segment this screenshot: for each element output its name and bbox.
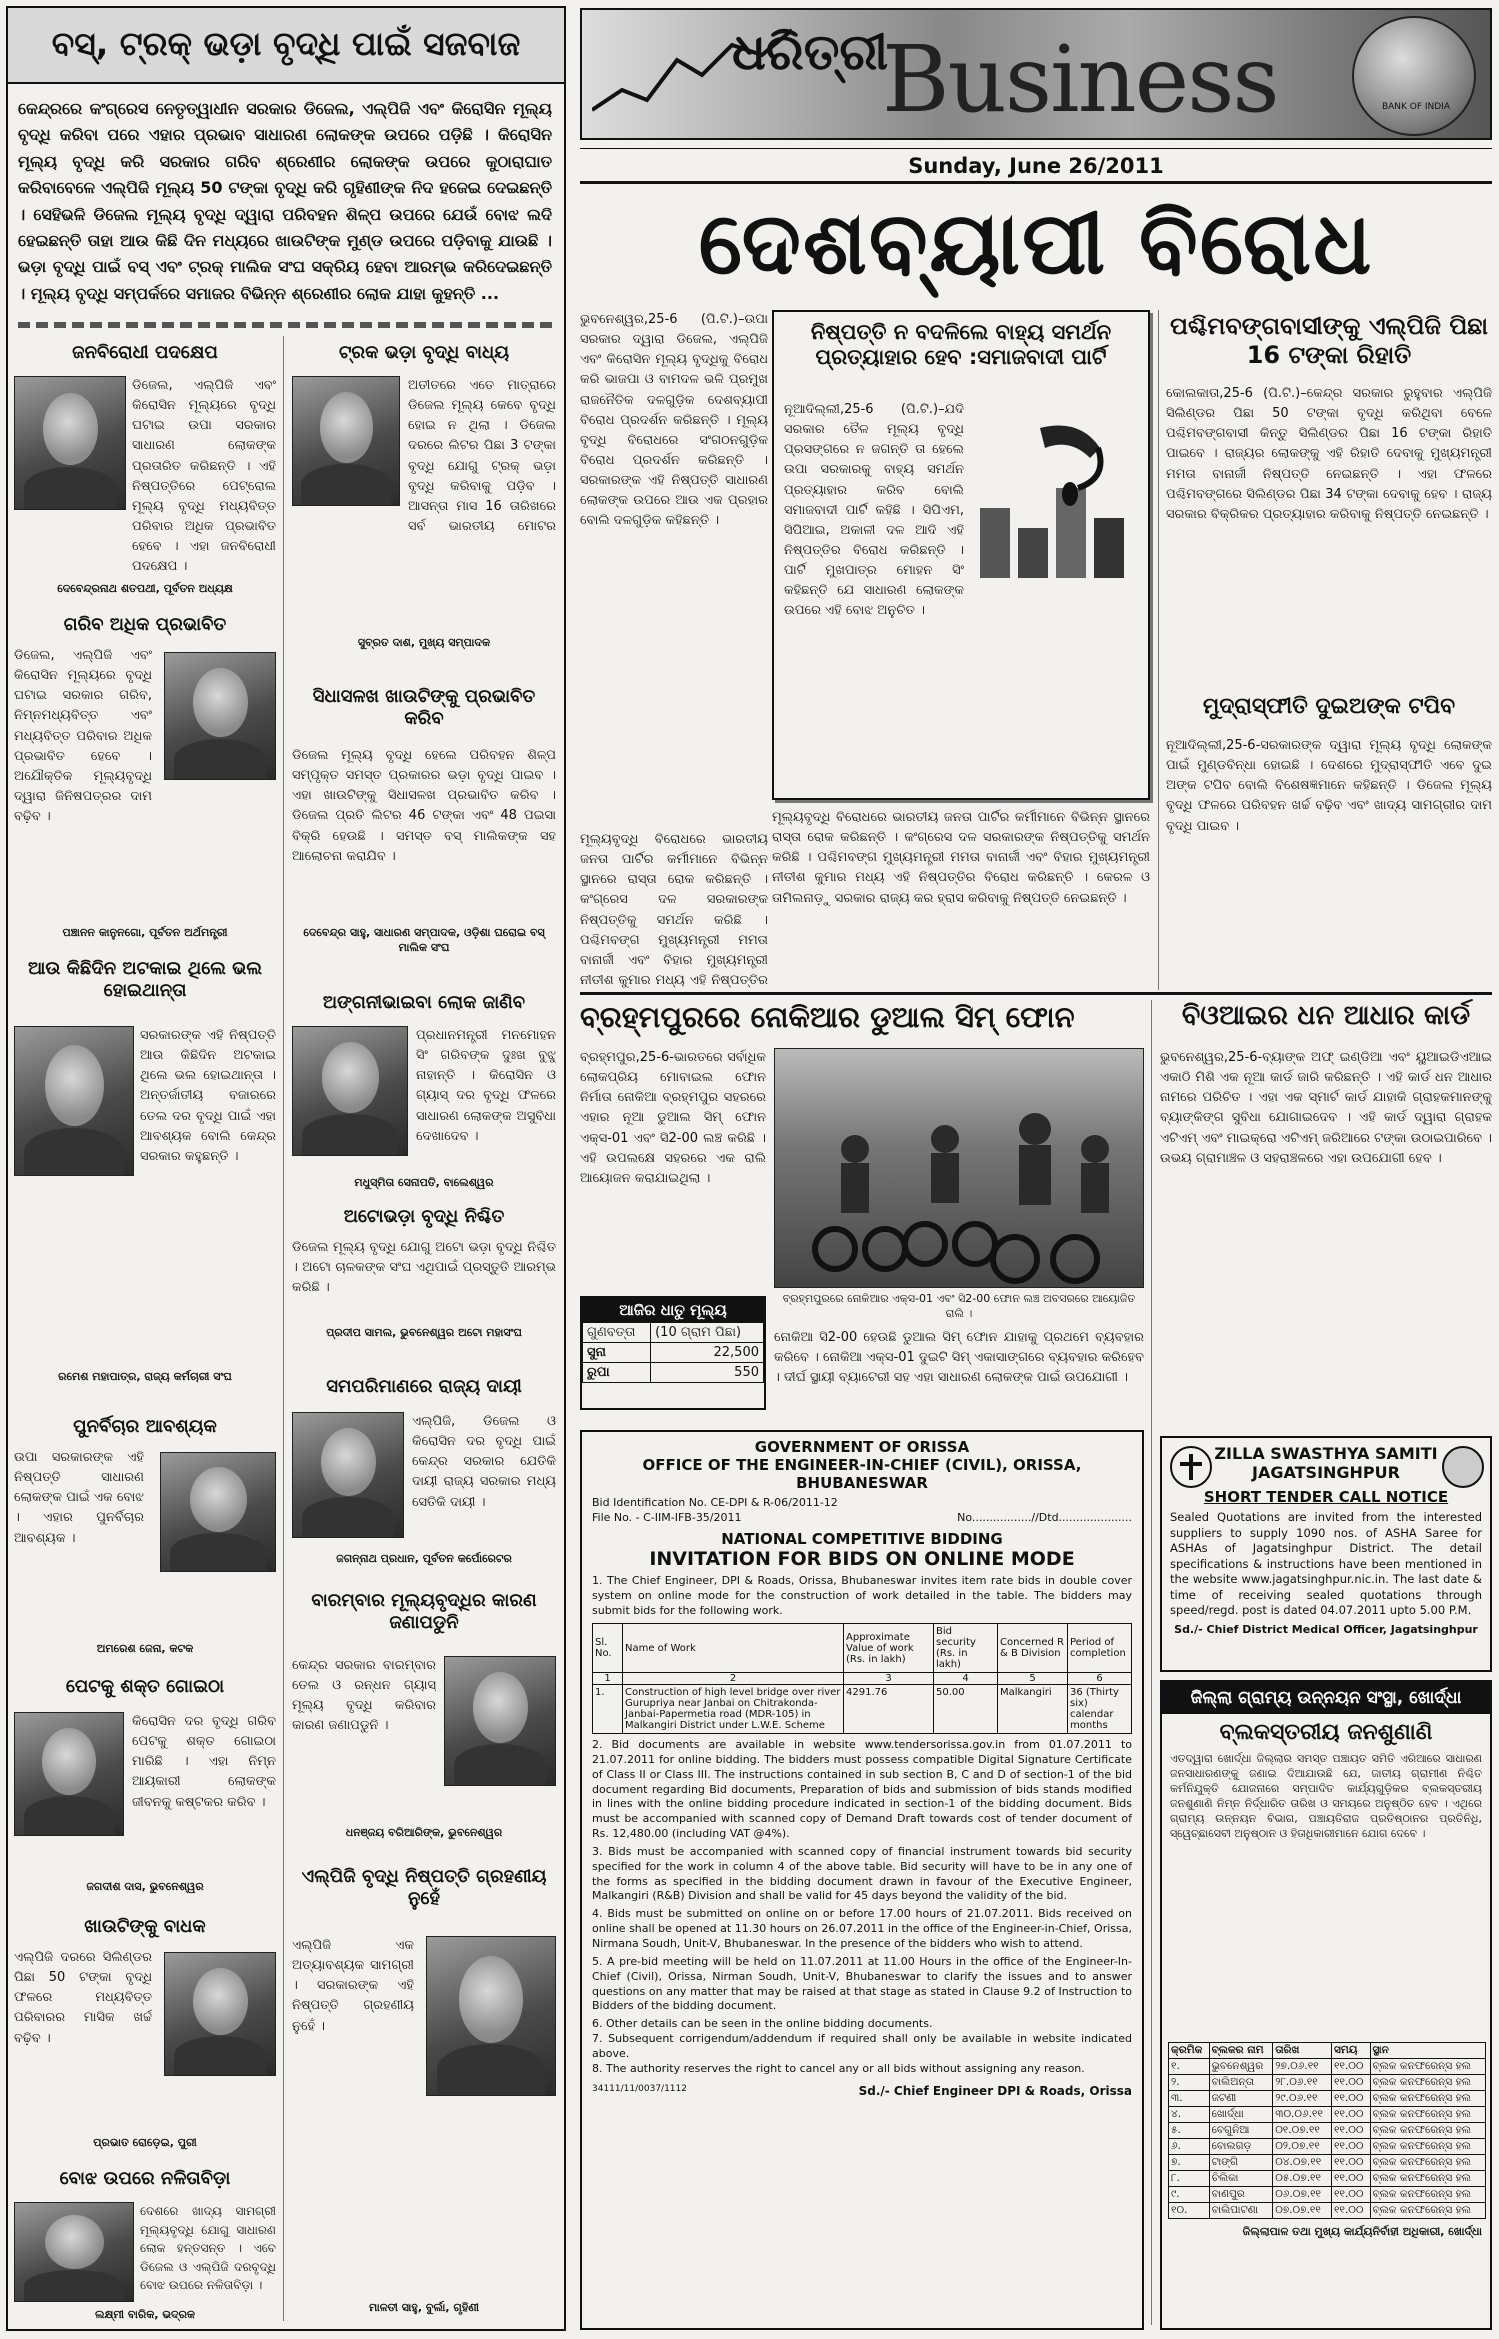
table-row: [1169, 2139, 1486, 2155]
person-photo: [14, 1026, 134, 1176]
person-photo: [292, 376, 400, 506]
table-cell: ଚିଲିକା: [1209, 2171, 1273, 2187]
tender-no-line: No.................//Dtd.....................: [957, 1510, 1132, 1524]
opinion-body: ଅତୀତରେ ଏତେ ମାତ୍ରାରେ ଡିଜେଲ ମୂଲ୍ୟ କେବେ ବୃଦ୍ଧି ହୋଇ ନ ଥିଲା । ଡିଜେଲ ଦରରେ ଲିଟର ପିଛା 3 ଟଙ୍କା ବୃଦ୍ଧି ଯୋଗୁ ଟ୍ରକ୍ ଭଡ଼ା ବୃଦ୍ଧି କରିବାକୁ ପଡ଼ିବ । ଆସନ୍ତା ମାସ 16 ତାରିଖରେ ସର୍ବ ଭାରତୀୟ ମୋଟର: [408, 378, 556, 534]
table-cell: ଟାଙ୍ଗି: [1209, 2155, 1273, 2171]
th-num: 6: [1068, 1673, 1132, 1685]
table-row: [1169, 2091, 1486, 2107]
column-rule: [1158, 310, 1159, 990]
table-cell: ବୋଲଗଡ଼: [1209, 2139, 1273, 2155]
person-photo: [164, 652, 276, 780]
table-cell: ବ୍ଲକ କନଫରେନ୍ସ ହଲ: [1370, 2091, 1486, 2107]
table-cell: ୧.: [1169, 2059, 1210, 2075]
opinion-sign: ମାଳତୀ ସାହୁ, ବୁର୍ଲା, ଗୃହିଣୀ: [368, 2301, 479, 2314]
opinion-head: ଆଉ କିଛିଦିନ ଅଟକାଇ ଥିଲେ ଭଲ ହୋଇଥାନ୍ତା: [27, 958, 262, 1001]
zilla-title: ZILLA SWASTHYA SAMITI: [1214, 1444, 1438, 1463]
opinion-body: ଡିଜେଲ ମୂଲ୍ୟ ବୃଦ୍ଧି ହେଲେ ପରିବହନ ଶିଳ୍ପ ସମ୍ପୃକ୍ତ ସମସ୍ତ ପ୍ରକାରର ଭଡ଼ା ବୃଦ୍ଧି ପାଇବ । ଏହା ଖାଉଟିଙ୍କୁ ସିଧାସଳଖ ପ୍ରଭାବିତ କରିବ । ଡିଜେଲ ପ୍ରତି ଲିଟର 46 ଟଙ୍କା ଏବଂ 48 ପଇସା ବିକ୍ରି ହେଉଛି । ସମସ୍ତ ବସ୍ ମାଲିକଙ୍କ ସହ ଆଲୋଚନା କରାଯିବ ।: [292, 748, 556, 864]
opinion-head: ଖାଉଟିଙ୍କୁ ବାଧକ: [84, 1916, 206, 1937]
th-num: 4: [934, 1673, 998, 1685]
rally-photo: [774, 1048, 1144, 1288]
coin-text: BANK OF INDIA: [1381, 102, 1451, 112]
td: 50.00: [934, 1685, 998, 1734]
tender-point: 7. Subsequent corrigendum/addendum if required shall only be available in website indicated above.: [592, 2032, 1132, 2060]
zilla-notice: [1160, 1436, 1492, 1672]
table-row: [1169, 2075, 1486, 2091]
boi-body: ଭୁବନେଶ୍ୱର,25-6-ବ୍ୟାଙ୍କ ଅଫ୍ ଇଣ୍ଡିଆ ଏବଂ ୟୁଆଇଡିଏଆଇ ଏକାଠି ମିଶି ଏକ ନୂଆ କାର୍ଡ ଜାରି କରିଛନ୍ତି । ଏହି କାର୍ଡ ଧନ ଆଧାର ନାମରେ ପରିଚିତ । ଏହା ଏକ ସ୍ମାର୍ଟ କାର୍ଡ ଯାହାକି ଗ୍ରାହକମାନଙ୍କୁ ବ୍ୟାଙ୍କିଙ୍ଗ ସୁବିଧା ଯୋଗାଇଦେବ । ଏହି କାର୍ଡ ଦ୍ୱାରା ଗ୍ରାହକ ଏଟିଏମ୍ ଏବଂ ମାଇକ୍ରୋ ଏଟିଏମ୍ ଜରିଆରେ ଟଙ୍କା ଉଠାଇପାରିବେ । ଉଭୟ ଗ୍ରାମାଞ୍ଚଳ ଓ ସହରାଞ୍ଚଳରେ ଏହା ଉପଯୋଗୀ ହେବ ।: [1160, 1050, 1492, 1166]
tender-point: 8. The authority reserves the right to cancel any or all bids without assigning any reason.: [592, 2061, 1085, 2075]
th: ସ୍ଥାନ: [1370, 2043, 1486, 2059]
opinion-head: ଏଲ୍‌ପିଜି ବୃଦ୍ଧି ନିଷ୍ପତ୍ତି ଗ୍ରହଣୀୟ ନୁହେଁ: [301, 1866, 547, 1909]
table-cell: ୬.: [1169, 2139, 1210, 2155]
th-num: 3: [844, 1673, 934, 1685]
sp-box-body-cont: [970, 602, 1140, 792]
inflation-headline: ମୁଦ୍ରାସ୍ଫୀତି ଦୁଇଅଙ୍କ ଟପିବ: [1202, 694, 1456, 719]
table-cell: ବ୍ଲକ କନଫରେନ୍ସ ହଲ: [1370, 2059, 1486, 2075]
opinion-sign: ଜଗଦୀଶ ଦାସ, ଭୁବନେଶ୍ୱର: [86, 1880, 204, 1893]
brand-english: Business: [882, 26, 1278, 133]
tender-code: 34111/11/0037/1112: [592, 2083, 687, 2094]
tender-bid-id: Bid Identification No. CE-DPI & R-06/2011-12: [592, 1496, 838, 1509]
tender-office: OFFICE OF THE ENGINEER-IN-CHIEF (CIVIL), ORISSA, BHUBANESWAR: [642, 1456, 1082, 1492]
opinion-body: ସରକାରଙ୍କ ଏହି ନିଷ୍ପତ୍ତି ଆଉ କିଛିଦିନ ଅଟକାଇ ଥିଲେ ଭଲ ହୋଇଥାନ୍ତା । ଅନ୍ତର୍ଜାତୀୟ ବଜାରରେ ତେଲ ଦର ବୃଦ୍ଧି ପାଇଁ ଏହା ଆବଶ୍ୟକ ବୋଲି କେନ୍ଦ୍ର ସରକାର କହୁଛନ୍ତି ।: [140, 1028, 276, 1164]
person-photo: [14, 376, 126, 510]
khordha-sub: ବ୍ଲକସ୍ତରୀୟ ଜନଶୁଣାଣି: [1219, 1720, 1433, 1745]
td: Malkangiri: [998, 1685, 1068, 1734]
sp-box-headline: ନିଷ୍ପତ୍ତି ନ ବଦଳିଲେ ବାହ୍ୟ ସମର୍ଥନ ପ୍ରତ୍ୟାହାର ହେବ :ସମାଜବାଦୀ ପାର୍ଟି: [810, 320, 1112, 370]
opinion-head: ସିଧାସଳଖ ଖାଉଟିଙ୍କୁ ପ୍ରଭାବିତ କରିବ: [312, 686, 536, 729]
main-story-col1: ଭୁବନେଶ୍ୱର,25-6 (ପି.ଟି.)–ଉପା ସରକାର ଦ୍ୱାରା ଡିଜେଲ, ଏଲ୍‌ପିଜି ଏବଂ କିରୋସିନ ମୂଲ୍ୟ ବୃଦ୍ଧିକୁ ବିରୋଧ କରି ଭାଜପା ଓ ବାମଦଳ ଭଳି ପ୍ରମୁଖ ରାଜନୈତିକ ଦଳଗୁଡ଼ିକ ଦେଶବ୍ୟାପୀ ବିରୋଧ ପ୍ରଦର୍ଶନ କରିଛନ୍ତି । ମୂଲ୍ୟ ବୃଦ୍ଧି ବିରୋଧରେ ସଂଗଠନଗୁଡ଼ିକ ବିରୋଧ ପ୍ରଦର୍ଶନ କରିଛନ୍ତି । ସରକାରଙ୍କ ଏହି ନିଷ୍ପତ୍ତି ସାଧାରଣ ଲୋକଙ୍କ ଉପରେ ଆଉ ଏକ ପ୍ରହାର ବୋଲି ଦଳଗୁଡ଼ିକ କହିଛନ୍ତି ।: [580, 312, 768, 529]
opinion-sign: ସୁବ୍ରତ ଦାଶ, ମୁଖ୍ୟ ସମ୍ପାଦକ: [357, 636, 491, 649]
person-photo: [292, 1026, 408, 1156]
opinion-head: ବାରମ୍ବାର ମୂଲ୍ୟବୃଦ୍ଧିର କାରଣ ଜଣାପଡୁନି: [311, 1590, 537, 1633]
table-cell: ୧୧.୦୦: [1332, 2171, 1371, 2187]
table-cell: ବ୍ଲକ କନଫରେନ୍ସ ହଲ: [1370, 2171, 1486, 2187]
opinion-head: ଅଟୋଭଡ଼ା ବୃଦ୍ଧି ନିଶ୍ଚିତ: [343, 1206, 505, 1227]
left-headline-bar: [8, 8, 564, 84]
th-num: 1: [593, 1673, 623, 1685]
opinion-head: ପୁନର୍ବିଚାର ଆବଶ୍ୟକ: [73, 1416, 217, 1437]
tender-notice: [580, 1430, 1144, 2330]
th: Approximate Value of work (Rs. in lakh): [844, 1624, 934, 1673]
opinion-head: ଅଙ୍ଗନୀଭାଇବା ଲୋକ ଜାଣିବ: [322, 992, 526, 1013]
opinion-head: ପେଟକୁ ଶକ୍ତ ଗୋଇଠା: [65, 1676, 225, 1697]
main-story-bottom: ମୂଲ୍ୟବୃଦ୍ଧି ବିରୋଧରେ ଭାରତୀୟ ଜନତା ପାର୍ଟିର କର୍ମୀମାନେ ବିଭିନ୍ନ ସ୍ଥାନରେ ରାସ୍ତା ରୋକ କରିଛନ୍ତି । କଂଗ୍ରେସ ଦଳ ସରକାରଙ୍କ ନିଷ୍ପତ୍ତିକୁ ସମର୍ଥନ କରିଛି । ପଶ୍ଚିମବଙ୍ଗ ମୁଖ୍ୟମନ୍ତ୍ରୀ ମମତା ବାନାର୍ଜୀ ଏବଂ ବିହାର ମୁଖ୍ୟମନ୍ତ୍ରୀ ନୀତୀଶ କୁମାର ମଧ୍ୟ ଏହି ନିଷ୍ପତ୍ତିର ବିରୋଧ କରିଛନ୍ତି । କେରଳ ଓ ତାମିଲନାଡ଼ୁ ସରକାର ରାଜ୍ୟ କର ହ୍ରାସ କରିବାକୁ ନିଷ୍ପତ୍ତି ନେଇଛନ୍ତି ।: [772, 810, 1150, 906]
table-cell: ୨୭.୦୬.୧୧: [1273, 2059, 1332, 2075]
tender-gov: GOVERNMENT OF ORISSA: [754, 1438, 970, 1456]
table-cell: ବାଲିଅନ୍ତା: [1209, 2075, 1273, 2091]
tender-point: 6. Other details can be seen in the online bidding documents.: [592, 2017, 933, 2031]
person-photo: [292, 1412, 404, 1538]
table-cell: ୨୮.୦୬.୧୧: [1273, 2075, 1332, 2091]
table-row: [1169, 2123, 1486, 2139]
main-story-col1-cont: ମୂଲ୍ୟବୃଦ୍ଧି ବିରୋଧରେ ଭାରତୀୟ ଜନତା ପାର୍ଟିର କର୍ମୀମାନେ ବିଭିନ୍ନ ସ୍ଥାନରେ ରାସ୍ତା ରୋକ କରିଛନ୍ତି । କଂଗ୍ରେସ ଦଳ ସରକାରଙ୍କ ନିଷ୍ପତ୍ତିକୁ ସମର୍ଥନ କରିଛି । ପଶ୍ଚିମବଙ୍ଗ ମୁଖ୍ୟମନ୍ତ୍ରୀ ମମତା ବାନାର୍ଜୀ ଏବଂ ବିହାର ମୁଖ୍ୟମନ୍ତ୍ରୀ ନୀତୀଶ କୁମାର ମଧ୍ୟ ଏହି ନିଷ୍ପତ୍ତିର: [580, 832, 768, 988]
sp-box: [772, 310, 1150, 800]
table-cell: ୧୧.୦୦: [1332, 2075, 1371, 2091]
zilla-place: JAGATSINGHPUR: [1252, 1463, 1400, 1483]
table-cell: ୦୪.୦୭.୧୧: [1273, 2155, 1332, 2171]
khordha-sign: ଜିଲ୍ଲାପାଳ ତଥା ମୁଖ୍ୟ କାର୍ଯ୍ୟନିର୍ବାହୀ ଅଧିକାରୀ, ଖୋର୍ଦ୍ଧା: [1242, 2225, 1482, 2239]
table-cell: ୧୧.୦୦: [1332, 2123, 1371, 2139]
tender-point: 5. A pre-bid meeting will be held on 11.07.2011 at 11.00 Hours in the office of the Engineer-In-Chief (Civil), Orissa, Nirman Soudh, Unit-V, Bhubaneswar to clarify the issues and to answer questions on any matter that may be raised at that stage as stated in Clause 9.2 of Instruction to Bidders of the bidding document.: [592, 1954, 1132, 2013]
health-emblem-icon: [1170, 1446, 1212, 1488]
opinion-body: କେନ୍ଦ୍ର ସରକାର ବାରମ୍ବାର ତେଲ ଓ ରନ୍ଧନ ଗ୍ୟାସ୍ ମୂଲ୍ୟ ବୃଦ୍ଧି କରିବାର କାରଣ ଜଣାପଡୁନି ।: [292, 1658, 436, 1734]
tender-point: 2. Bid documents are available in website www.tendersorissa.gov.in from 01.07.2011 to 21.07.2011 for online bidding. The bidders must possess compatible Digital Signature Certificate of Class II or Class III. The instructions contained in sub section B, C and D of section-1 of the bid document regarding Bid documents, Preparation of bids and submission of bids stands modified in lines with the online bidding procedure indicated in section-1 of the bidding document. Bids must be accompanied with scanned copy of Demand Draft towards cost of tender document of Rs. 12,480.00 (including VAT @4%).: [592, 1738, 1132, 1841]
table-cell: ବେଗୁନିଆ: [1209, 2123, 1273, 2139]
opinion-body: ଏଲ୍‌ପିଜି ଦରରେ ସିଲିଣ୍ଡର ପିଛା 50 ଟଙ୍କା ବୃଦ୍ଧି ଫଳରେ ମଧ୍ୟବିତ୍ତ ପରିବାରର ମାସିକ ଖର୍ଚ୍ଚ ବଢ଼ିବ ।: [14, 1950, 152, 2046]
table-cell: ବ୍ଲକ କନଫରେନ୍ସ ହଲ: [1370, 2139, 1486, 2155]
health-emblem-icon-right: [1442, 1446, 1484, 1488]
rally-caption: ବ୍ରହ୍ମପୁରରେ ନୋକିଆର ଏକ୍ସ-01 ଏବଂ ସି2-00 ଫୋନ ଲଞ୍ଚ ଅବସରରେ ଆୟୋଜିତ ରାଲି ।: [782, 1292, 1136, 1320]
quality-label: ଗୁଣବତ୍ତା: [583, 1323, 651, 1343]
th-num: 2: [623, 1673, 844, 1685]
table-cell: ୦୭.୦୭.୧୧: [1273, 2203, 1332, 2219]
oil-pump-graphic: [970, 408, 1138, 588]
tender-point: 3. Bids must be accompanied with scanned copy of financial instrument towards bid security specified for the work in column 4 of the above table. Bid security will have to be in any one of the forms as specified in the bidding document drawn in favour of the Executive Engineer, Malkangiri (R&B) Division and shall be valid for 45 days beyond the validity of the bid.: [592, 1844, 1132, 1903]
person-photo: [14, 1712, 124, 1836]
opinion-body: ଡିଜେଲ, ଏଲ୍‌ପିଜି ଏବଂ କିରୋସିନ ମୂଲ୍ୟରେ ବୃଦ୍ଧି ଘଟାଇ ଉପା ସରକାର ସାଧାରଣ ଲୋକଙ୍କ ପ୍ରତାରିତ କରିଛନ୍ତି । ଏହି ନିଷ୍ପତ୍ତିରେ ପେଟ୍ରୋଲ ମୂଲ୍ୟ ବୃଦ୍ଧି ମଧ୍ୟବିତ୍ତ ପରିବାର ଅଧିକ ପ୍ରଭାବିତ ହେବେ । ଏହା ଜନବିରୋଧୀ ପଦକ୍ଷେପ ।: [132, 378, 276, 575]
table-row: [1169, 2155, 1486, 2171]
table-row: [1169, 2203, 1486, 2219]
table-cell: ୨.: [1169, 2075, 1210, 2091]
nokia-body: ବ୍ରହ୍ମପୁର,25-6-ଭାରତରେ ସର୍ବାଧିକ ଲୋକପ୍ରିୟ ମୋବାଇଲ ଫୋନ ନିର୍ମାତା ନୋକିଆ ବ୍ରହ୍ମପୁର ସହରରେ ଏହାର ନୂଆ ଡୁଆଲ ସିମ୍ ଫୋନ ଏକ୍ସ-01 ଏବଂ ସି2-00 ଲଞ୍ଚ କରିଛି । ଏହି ଉପଲକ୍ଷେ ସହରରେ ଏକ ରାଲି ଆୟୋଜନ କରାଯାଇଥିଲା ।: [580, 1050, 766, 1186]
table-cell: ୩.: [1169, 2091, 1210, 2107]
wb-headline: ପଶ୍ଚିମବଙ୍ଗବାସୀଙ୍କୁ ଏଲ୍‌ପିଜି ପିଛା 16 ଟଙ୍କା ରିହାତି: [1170, 312, 1488, 369]
table-cell: ୧୧.୦୦: [1332, 2091, 1371, 2107]
khordha-table: [1168, 2042, 1486, 2219]
opinion-body: ଏଲ୍‌ପିଜି, ଡିଜେଲ ଓ କିରୋସିନ ଦର ବୃଦ୍ଧି ପାଇଁ କେନ୍ଦ୍ର ସରକାର ଯେତିକି ଦାୟୀ ରାଜ୍ୟ ସରକାର ମଧ୍ୟ ସେତିକି ଦାୟୀ ।: [412, 1414, 556, 1510]
masthead: [580, 8, 1492, 140]
tender-title: INVITATION FOR BIDS ON ONLINE MODE: [649, 1547, 1075, 1570]
middle-column: [292, 336, 556, 2326]
metal-rate-box: [580, 1296, 766, 1410]
th: ତାରିଖ: [1273, 2043, 1332, 2059]
zilla-notice-title: SHORT TENDER CALL NOTICE: [1203, 1488, 1449, 1507]
table-cell: ବ୍ଲକ କନଫରେନ୍ସ ହଲ: [1370, 2107, 1486, 2123]
opinion-head: ସମପରିମାଣରେ ରାଜ୍ୟ ଦାୟୀ: [326, 1376, 522, 1397]
khordha-title: ଜିଲ୍ଲା ଗ୍ରାମ୍ୟ ଉନ୍ନୟନ ସଂସ୍ଥା, ଖୋର୍ଦ୍ଧା: [1162, 1682, 1490, 1714]
table-cell: ୦୬.୦୭.୧୧: [1273, 2187, 1332, 2203]
opinion-body: କିରୋସିନ ଦର ବୃଦ୍ଧି ଗରିବ ପେଟକୁ ଶକ୍ତ ଗୋଇଠା ମାରିଛି । ଏହା ନିମ୍ନ ଆୟକାରୀ ଲୋକଙ୍କ ଜୀବନକୁ କଷ୍ଟକର କରିବ ।: [132, 1714, 276, 1810]
opinion-head: ବୋଝ ଉପରେ ନଳିତାବିଡ଼ା: [59, 2168, 231, 2189]
tender-point: 4. Bids must be submitted on online on or before 17.00 hours of 21.07.2011. Bids received on online shall be opened at 11.30 hours on 26.07.2011 in the office of the Engineer-in-Chief, Orissa, Nirmana Soudh, Unit-V, Bhubaneswar. In the presence of the bidders who wish to attend.: [592, 1907, 1132, 1950]
td: Construction of high level bridge over river Gurupriya near Janbai on Chitrakonda-Janbai-Papermetia road (MDR-105) in Malkangiri District under L.W.E. Scheme: [623, 1685, 844, 1734]
table-row: [1169, 2059, 1486, 2075]
table-cell: ୭.: [1169, 2155, 1210, 2171]
td: 1.: [593, 1685, 623, 1734]
table-cell: ୧୧.୦୦: [1332, 2139, 1371, 2155]
table-row: [1169, 2187, 1486, 2203]
table-cell: ୧୧.୦୦: [1332, 2155, 1371, 2171]
table-cell: ୦୫.୦୭.୧୧: [1273, 2171, 1332, 2187]
opinion-sign: ଅମରେଶ ଜେନା, କଟକ: [96, 1642, 194, 1655]
table-cell: ବ୍ଲକ କନଫରେନ୍ସ ହଲ: [1370, 2075, 1486, 2091]
table-cell: ୧୧.୦୦: [1332, 2059, 1371, 2075]
khordha-body: ଏତଦ୍ୱାରା ଖୋର୍ଦ୍ଧା ଜିଲ୍ଲାର ସମସ୍ତ ପଞ୍ଚାୟତ ସମିତି ଏରିଆରେ ସାଧାରଣ ଜନସାଧାରଣଙ୍କୁ ଜଣାଇ ଦିଆଯାଉଛି ଯେ, ଜାତୀୟ ଗ୍ରାମୀଣ ନିଶ୍ଚିତ କର୍ମନିଯୁକ୍ତି ଯୋଜନାରେ ସମ୍ପାଦିତ କାର୍ଯ୍ୟଗୁଡ଼ିକର ବ୍ଲକସ୍ତରୀୟ ଜନଶୁଣାଣି ନିମ୍ନ ନିର୍ଦ୍ଧାରିତ ତାରିଖ ଓ ସମୟରେ ଅନୁଷ୍ଠିତ ହେବ । ଏଥିରେ ଗ୍ରାମ୍ୟ ଉନ୍ନୟନ ବିଭାଗ, ପଞ୍ଚାୟତିରାଜ ପ୍ରତିଷ୍ଠାନର ପ୍ରତିନିଧି, ସ୍ୱେଚ୍ଛାସେବୀ ଅନୁଷ୍ଠାନ ଓ ହିତାଧିକାରୀମାନେ ଯୋଗ ଦେବେ ।: [1170, 1752, 1482, 1840]
sp-box-body: ନୂଆଦିଲ୍ଲୀ,25-6 (ପି.ଟି.)–ଯଦି ସରକାର ତୈଳ ମୂଲ୍ୟ ବୃଦ୍ଧି ପ୍ରସଙ୍ଗରେ ନ ଜଗନ୍ତି ତା ହେଲେ ଉପା ସରକାରକୁ ବାହ୍ୟ ସମର୍ଥନ ପ୍ରତ୍ୟାହାର କରିବ ବୋଲି ସମାଜବାଦୀ ପାର୍ଟି କହିଛି । ସିପିଏମ, ସିପିଆଇ, ଅକାଳୀ ଦଳ ଆଦି ଏହି ନିଷ୍ପତ୍ତିର ବିରୋଧ କରିଛନ୍ତି । ପାର୍ଟି ମୁଖପାତ୍ର ମୋହନ ସିଂ କହିଛନ୍ତି ଯେ ସାଧାରଣ ଲୋକଙ୍କ ଉପରେ ଏହି ବୋଝ ଅନୁଚିତ ।: [784, 402, 964, 619]
khordha-notice: [1160, 1680, 1492, 2330]
opinion-body: ଏଲ୍‌ପିଜି ଏକ ଅତ୍ୟାବଶ୍ୟକ ସାମଗ୍ରୀ । ସରକାରଙ୍କ ଏହି ନିଷ୍ପତ୍ତି ଗ୍ରହଣୀୟ ନୁହେଁ ।: [292, 1938, 414, 2034]
opinion-sign: ଦେବେନ୍ଦ୍ର ସାହୁ, ସାଧାରଣ ସମ୍ପାଦକ, ଓଡ଼ିଶା ଘରୋଇ ବସ୍ ମାଲିକ ସଂଘ: [303, 926, 545, 954]
opinion-body: ଡିଜେଲ, ଏଲ୍‌ପିଜି ଏବଂ କିରୋସିନ ମୂଲ୍ୟରେ ବୃଦ୍ଧି ଘଟାଇ ସରକାର ଗରିବ, ନିମ୍ନମଧ୍ୟବିତ୍ତ ଏବଂ ମଧ୍ୟବିତ୍ତ ପରିବାର ଅଧିକ ପ୍ରଭାବିତ ହେବେ । ଅଯୌକ୍ତିକ ମୂଲ୍ୟବୃଦ୍ଧି ଦ୍ୱାରା ଜିନିଷପତ୍ରର ଦାମ ବଢ଼ିବ ।: [14, 648, 152, 825]
opinion-sign: ପ୍ରଭାତ ରୋଡ଼େଇ, ପୁରୀ: [93, 2136, 197, 2149]
opinion-body: ଉପା ସରକାରଙ୍କ ଏହି ନିଷ୍ପତ୍ତି ସାଧାରଣ ଲୋକଙ୍କ ପାଇଁ ଏକ ବୋଝ । ଏହାର ପୁନର୍ବିଚାର ଆବଶ୍ୟକ ।: [14, 1450, 144, 1546]
left-column: [14, 336, 276, 2326]
boi-headline: ବିଓଆଇର ଧନ ଆଧାର କାର୍ଡ: [1181, 1000, 1471, 1031]
table-row: [1169, 2171, 1486, 2187]
table-cell: ୮.: [1169, 2171, 1210, 2187]
metal-value: 550: [651, 1363, 764, 1383]
table-cell: ୧୧.୦୦: [1332, 2203, 1371, 2219]
metal-name: ରୁପା: [583, 1363, 651, 1383]
table-cell: ୪.: [1169, 2107, 1210, 2123]
main-headline: ଦେଶବ୍ୟାପୀ ବିରୋଧ: [698, 193, 1374, 294]
zilla-body: Sealed Quotations are invited from the interested suppliers to supply 1090 nos. of ASHA Saree for ASHAs of Jagatsinghpur District. The detail specifications & instructions have been mentioned in the website www.jagatsinghpur.nic.in. The last date & time of receiving sealed quotations through speed/regd. post is dated 04.07.2011 upto 5.00 P.M.: [1170, 1510, 1482, 1618]
table-cell: ୩୦.୦୬.୧୧: [1273, 2107, 1332, 2123]
left-intro: କେନ୍ଦ୍ରରେ କଂଗ୍ରେସ ନେତୃତ୍ୱାଧୀନ ସରକାର ଡିଜେଲ, ଏଲ୍‌ପିଜି ଏବଂ କିରୋସିନ ମୂଲ୍ୟ ବୃଦ୍ଧି କରିବା ପରେ ଏହାର ପ୍ରଭାବ ସାଧାରଣ ଲୋକଙ୍କ ଉପରେ ପଡ଼ିଛି । କିରୋସିନ ମୂଲ୍ୟ ବୃଦ୍ଧି କରି ସରକାର ଗରିବ ଶ୍ରେଣୀର ଲୋକଙ୍କ ଉପରେ କୁଠାରାଘାତ କରିବାବେଳେ ଏଲ୍‌ପିଜି ମୂଲ୍ୟ 50 ଟଙ୍କା ବୃଦ୍ଧି କରି ଗୃହିଣୀଙ୍କ ନିଦ ହଜେଇ ଦେଇଛନ୍ତି । ସେହିଭଳି ଡିଜେଲ ମୂଲ୍ୟ ବୃଦ୍ଧି ଦ୍ୱାରା ପରିବହନ ଶିଳ୍ପ ଉପରେ ଯେଉଁ ବୋଝ ଲଦି ହେଇଛନ୍ତି ତାହା ଆଉ କିଛି ଦିନ ମଧ୍ୟରେ ଖାଉଟିଙ୍କ ମୁଣ୍ଡ ଉପରେ ପଡ଼ିବାକୁ ଯାଉଛି । ଭଡ଼ା ବୃଦ୍ଧି ପାଇଁ ବସ୍ ଏବଂ ଟ୍ରକ୍ ମାଲିକ ସଂଘ ସକ୍ରିୟ ହେବା ଆରମ୍ଭ କରିଦେଇଛନ୍ତି । ମୂଲ୍ୟ ବୃଦ୍ଧି ସମ୍ପର୍କରେ ସମାଜର ବିଭିନ୍ନ ଶ୍ରେଣୀର ଲୋକ ଯାହା କୁହନ୍ତି ...: [18, 99, 552, 303]
opinion-body: ପ୍ରଧାନମନ୍ତ୍ରୀ ମନମୋହନ ସିଂ ଗରିବଙ୍କ ଦୁଃଖ ବୁଝୁ ନାହାନ୍ତି । କିରୋସିନ ଓ ଗ୍ୟାସ୍ ଦର ବୃଦ୍ଧି ଫଳରେ ସାଧାରଣ ଲୋକଙ୍କ ଅସୁବିଧା ଦେଖାଦେବ ।: [416, 1028, 556, 1144]
rupee-coin-icon: [1352, 16, 1476, 136]
table-cell: ୨୯.୦୬.୧୧: [1273, 2091, 1332, 2107]
opinion-body: ଡିଜେଲ ମୂଲ୍ୟ ବୃଦ୍ଧି ଯୋଗୁ ଅଟୋ ଭଡ଼ା ବୃଦ୍ଧି ନିଶ୍ଚିତ । ଅଟୋ ଚାଳକଙ୍କ ସଂଘ ଏଥିପାଇଁ ପ୍ରସ୍ତୁତି ଆରମ୍ଭ କରିଛି ।: [292, 1240, 556, 1296]
table-cell: ୧୧.୦୦: [1332, 2187, 1371, 2203]
table-cell: ଜଟଣୀ: [1209, 2091, 1273, 2107]
th: Sl. No.: [593, 1624, 623, 1673]
th: ସମୟ: [1332, 2043, 1371, 2059]
date-bar: [580, 148, 1492, 184]
column-rule: [1151, 1000, 1152, 2325]
table-cell: ଖୋର୍ଦ୍ଧା: [1209, 2107, 1273, 2123]
nokia-headline: ବ୍ରହ୍ମପୁରରେ ନୋକିଆର ଡୁଆଲ ସିମ୍ ଫୋନ: [580, 1000, 1075, 1034]
dashed-divider: [18, 322, 552, 328]
opinion-body: ଦେଶରେ ଖାଦ୍ୟ ସାମଗ୍ରୀ ମୂଲ୍ୟବୃଦ୍ଧି ଯୋଗୁ ସାଧାରଣ ଲୋକ ହନ୍ତସନ୍ତ । ଏବେ ଡିଜେଲ ଓ ଏଲ୍‌ପିଜି ଦରବୃଦ୍ଧି ବୋଝ ଉପରେ ନଳିତାବିଡ଼ା ।: [140, 2204, 276, 2293]
nokia-body-2: ନୋକିଆ ସି2-00 ହେଉଛି ଡୁଆଲ ସିମ୍ ଫୋନ ଯାହାକୁ ପ୍ରଥମେ ବ୍ୟବହାର କରିବେ । ନୋକିଆ ଏକ୍ସ-01 ଦୁଇଟି ସିମ୍ ଏକାସାଙ୍ଗରେ ବ୍ୟବହାର କରିହେବ । ଦୀର୍ଘ ସ୍ଥାୟୀ ବ୍ୟାଟେରୀ ସହ ଏହା ସାଧାରଣ ଲୋକଙ୍କ ପାଇଁ ଉପଯୋଗୀ ।: [774, 1330, 1144, 1386]
tender-file-no: File No. - C-IIM-IFB-35/2011: [592, 1510, 742, 1524]
th: ବ୍ଲକର ନାମ: [1209, 2043, 1273, 2059]
th: କ୍ରମିକ: [1169, 2043, 1210, 2059]
th: Concerned R & B Division: [998, 1624, 1068, 1673]
opinion-sign: ପଞ୍ଚାନନ କାନୁନଗୋ, ପୂର୍ବତନ ଅର୍ଥମନ୍ତ୍ରୀ: [62, 926, 228, 939]
left-headline: ବସ୍, ଟ୍ରକ୍ ଭଡ଼ା ବୃଦ୍ଧି ପାଇଁ ସଜବାଜ: [51, 24, 521, 63]
table-cell: ୧୦.: [1169, 2203, 1210, 2219]
person-photo: [444, 1656, 556, 1786]
th: Name of Work: [623, 1624, 844, 1673]
person-photo: [426, 1936, 556, 2096]
unit-label: (10 ଗ୍ରାମ ପିଛା): [651, 1323, 764, 1343]
opinion-sign: ରମେଶ ମହାପାତ୍ର, ରାଜ୍ୟ କର୍ମଚାରୀ ସଂଘ: [58, 1370, 232, 1383]
opinion-head: ଜନବିରୋଧୀ ପଦକ୍ଷେପ: [72, 342, 218, 363]
table-row: [1169, 2107, 1486, 2123]
td: 36 (Thirty six) calendar months: [1068, 1685, 1132, 1734]
opinion-head: ଟ୍ରକ ଭଡ଼ା ବୃଦ୍ଧି ବାଧ୍ୟ: [338, 342, 510, 363]
tender-intro: 1. The Chief Engineer, DPI & Roads, Orissa, Bhubaneswar invites item rate bids in double cover system on online mode for the construction of work detailed in the table. The bidders may submit bids for the following work.: [592, 1574, 1132, 1618]
tender-table: [592, 1623, 1132, 1734]
th: Period of completion: [1068, 1624, 1132, 1673]
table-cell: ବ୍ଲକ କନଫରେନ୍ସ ହଲ: [1370, 2155, 1486, 2171]
table-cell: ୫.: [1169, 2123, 1210, 2139]
wb-body: କୋଲକାତା,25-6 (ପି.ଟି.)–କେନ୍ଦ୍ର ସରକାର ରୁହୁବାର ଏଲ୍‌ପିଜି ସିଲିଣ୍ଡର ପିଛା 50 ଟଙ୍କା ବୃଦ୍ଧି କରିଥିବା ବେଳେ ପଶ୍ଚିମବଙ୍ଗବାସୀ କିନ୍ତୁ ସିଲିଣ୍ଡର ପିଛା 16 ଟଙ୍କା ରିହାତି ପାଇବେ । ରାଜ୍ୟର ଲୋକଙ୍କୁ ଏହି ରିହାତି ଦେବାକୁ ମୁଖ୍ୟମନ୍ତ୍ରୀ ମମତା ବାନାର୍ଜୀ ନିଷ୍ପତ୍ତି ନେଇଛନ୍ତି । ଏହା ଫଳରେ ପଶ୍ଚିମବଙ୍ଗରେ ସିଲିଣ୍ଡର ପିଛା 34 ଟଙ୍କା ଦେବାକୁ ହେବ । ରାଜ୍ୟ ସରକାର ବିକ୍ରିକର ପ୍ରତ୍ୟାହାର କରିବାକୁ ନିଷ୍ପତ୍ତି ନେଇଛନ୍ତି ।: [1166, 386, 1492, 522]
table-cell: ବାଣପୁର: [1209, 2187, 1273, 2203]
table-cell: ବ୍ଲକ କନଫରେନ୍ସ ହଲ: [1370, 2123, 1486, 2139]
table-cell: ୧୧.୦୦: [1332, 2107, 1371, 2123]
metal-value: 22,500: [651, 1343, 764, 1363]
table-cell: ବ୍ଲକ କନଫରେନ୍ସ ହଲ: [1370, 2203, 1486, 2219]
column-rule: [283, 336, 284, 2321]
person-photo: [164, 1952, 276, 2076]
opinion-sign: ଧନଞ୍ଜୟ ବରିଆରିଙ୍କ, ଭୁବନେଶ୍ୱର: [345, 1826, 503, 1839]
issue-date: Sunday, June 26/2011: [908, 154, 1164, 178]
brand-odia: ଧରିତ୍ରୀ: [732, 22, 889, 81]
metal-name: ସୁନା: [583, 1343, 651, 1363]
th-num: 5: [998, 1673, 1068, 1685]
table-cell: ବ୍ଲକ କନଫରେନ୍ସ ହଲ: [1370, 2187, 1486, 2203]
opinion-sign: ଜଗନ୍ନାଥ ପ୍ରଧାନ, ପୂର୍ବତନ କର୍ପୋରେଟର: [336, 1552, 512, 1565]
table-cell: ୯.: [1169, 2187, 1210, 2203]
person-photo: [160, 1452, 276, 1572]
th: Bid security (Rs. in lakh): [934, 1624, 998, 1673]
metal-rate-title: ଆଜିର ଧାତୁ ମୂଲ୍ୟ: [582, 1298, 764, 1322]
tender-sign: Sd./- Chief Engineer DPI & Roads, Orissa: [858, 2083, 1132, 2098]
opinion-head: ଗରିବ ଅଧିକ ପ୍ରଭାବିତ: [63, 614, 227, 635]
tender-competitive: NATIONAL COMPETITIVE BIDDING: [721, 1529, 1003, 1548]
opinion-sign: ଦେବେନ୍ଦ୍ରନାଥ ଶତପଥୀ, ପୂର୍ବତନ ଅଧ୍ୟକ୍ଷ: [57, 582, 233, 595]
opinion-sign: ପ୍ରଦୀପ ସାମଲ, ଭୁବନେଶ୍ୱର ଅଟୋ ମହାସଂଘ: [326, 1326, 522, 1339]
person-photo: [14, 2202, 134, 2302]
table-cell: ବାଲିପାଟଣା: [1209, 2203, 1273, 2219]
opinion-sign: ଲକ୍ଷ୍ମୀ ବାରିକ, ଭଦ୍ରକ: [94, 2308, 196, 2321]
table-cell: ଭୁବନେଶ୍ୱର: [1209, 2059, 1273, 2075]
td: 4291.76: [844, 1685, 934, 1734]
table-cell: ୦୧.୦୭.୧୧: [1273, 2123, 1332, 2139]
section-rule: [580, 992, 1492, 995]
opinion-sign: ମଧୁସ୍ମିତା ସେନାପତି, ବାଲେଶ୍ୱର: [354, 1176, 494, 1189]
zilla-sign: Sd./- Chief District Medical Officer, Jagatsinghpur: [1174, 1622, 1478, 1636]
inflation-body: ନୂଆଦିଲ୍ଲୀ,25-6-ସରକାରଙ୍କ ଦ୍ୱାରା ମୂଲ୍ୟ ବୃଦ୍ଧି ଲୋକଙ୍କ ପାଇଁ ମୁଣ୍ଡବିନ୍ଧା ହୋଇଛି । ଦେଶରେ ମୁଦ୍ରାସ୍ଫୀତି ଏବେ ଦୁଇ ଅଙ୍କ ଟପିବ ବୋଲି ବିଶେଷଜ୍ଞମାନେ କହିଛନ୍ତି । ଡିଜେଲ ମୂଲ୍ୟ ବୃଦ୍ଧି ଫଳରେ ପରିବହନ ଖର୍ଚ୍ଚ ବଢ଼ିବ ଏବଂ ଖାଦ୍ୟ ସାମଗ୍ରୀର ଦାମ ବୃଦ୍ଧି ପାଇବ ।: [1166, 738, 1492, 834]
table-cell: ୦୨.୦୭.୧୧: [1273, 2139, 1332, 2155]
